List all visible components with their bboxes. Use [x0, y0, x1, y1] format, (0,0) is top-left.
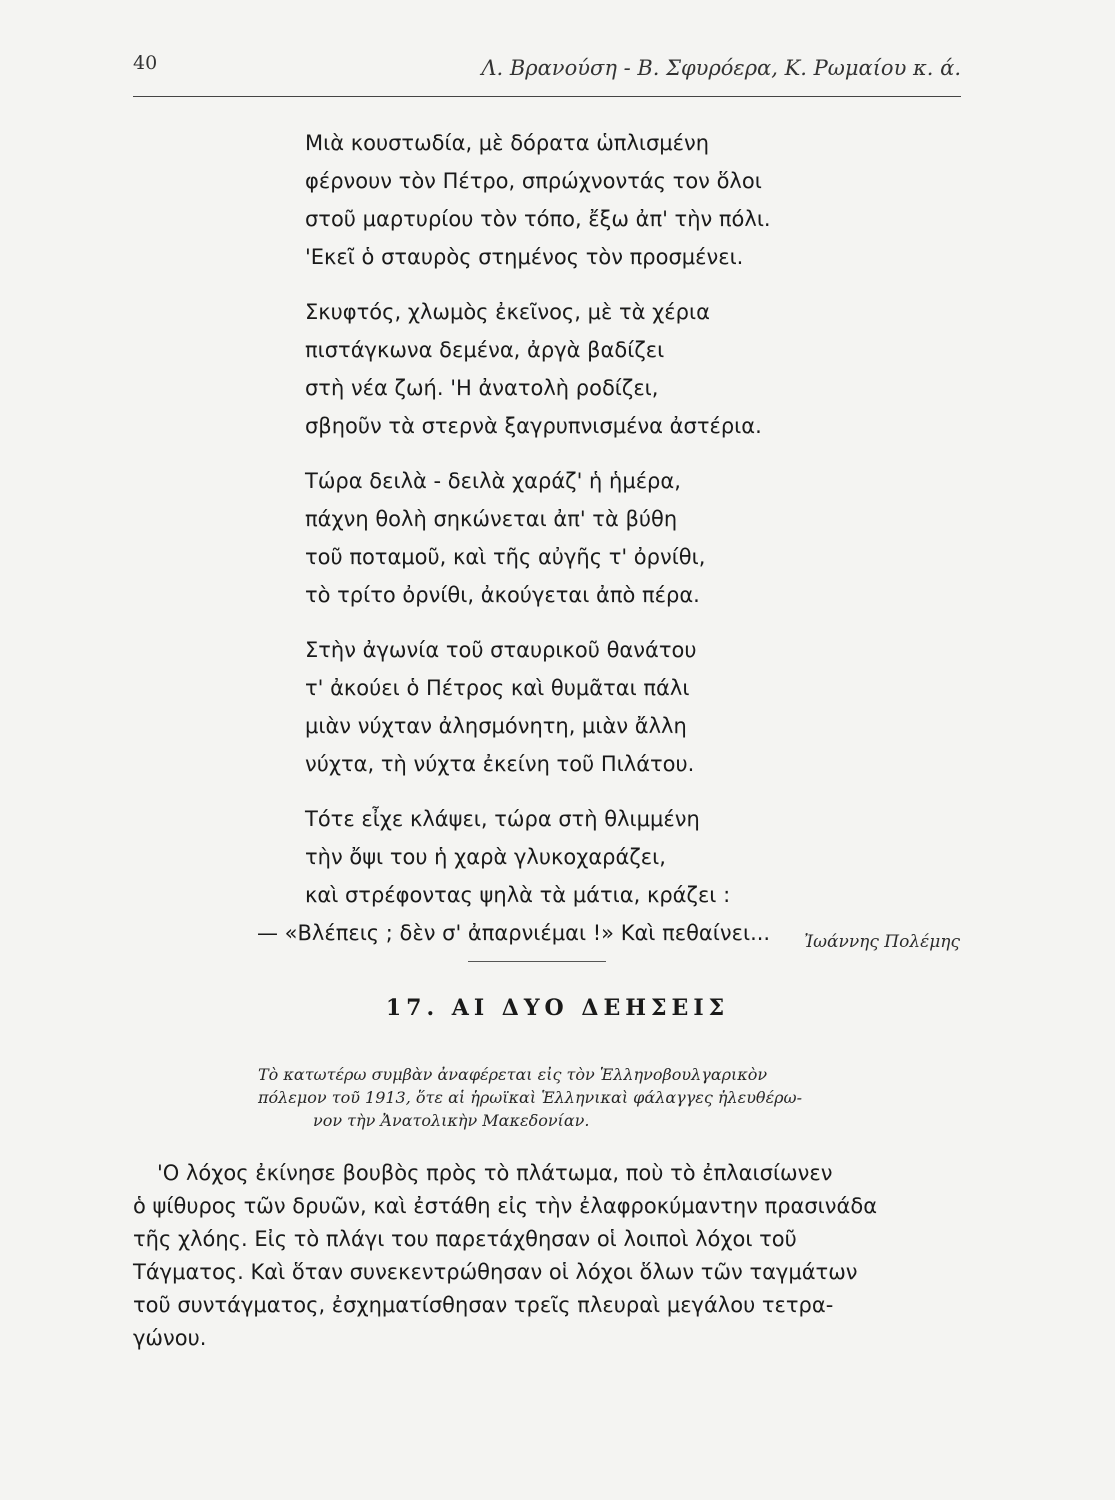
- prose-line: Τάγματος. Καὶ ὅταν συνεκεντρώθησαν οἱ λόχοι ὅλων τῶν ταγμάτων: [133, 1260, 858, 1284]
- introductory-note: [258, 1063, 958, 1132]
- note-line: Τὸ κατωτέρω συμβὰν ἀναφέρεται εἰς τὸν Ἑλληνοβουλγαρικὸν: [258, 1065, 768, 1084]
- page-number: 40: [133, 52, 158, 74]
- verse-line: πάχνη θολὴ σηκώνεται ἀπ' τὰ βύθη: [305, 507, 678, 531]
- verse-line: πιστάγκωνα δεμένα, ἀργὰ βαδίζει: [305, 338, 665, 362]
- prose-line: τοῦ συντάγματος, ἐσχηματίσθησαν τρεῖς πλευραὶ μεγάλου τετρα-: [133, 1293, 834, 1317]
- verse-line: Τώρα δειλὰ - δειλὰ χαράζ' ἡ ἡμέρα,: [305, 469, 681, 493]
- verse-line: — «Βλέπεις ; δὲν σ' ἀπαρνιέμαι !» Καὶ πεθαίνει...: [257, 921, 771, 945]
- prose-paragraph: [133, 1157, 961, 1355]
- verse-line: τ' ἀκούει ὁ Πέτρος καὶ θυμᾶται πάλι: [305, 676, 690, 700]
- verse-line: στοῦ μαρτυρίου τὸν τόπο, ἔξω ἀπ' τὴν πόλι.: [305, 207, 771, 231]
- verse-line: σβηοῦν τὰ στερνὰ ξαγρυπνισμένα ἀστέρια.: [305, 414, 762, 438]
- note-line: πόλεμον τοῦ 1913, ὅτε αἱ ἡρωϊκαὶ Ἑλληνικαὶ φάλαγγες ἠλευθέρω-: [258, 1088, 803, 1107]
- stanza: [305, 293, 905, 445]
- verse-line: τὸ τρίτο ὀρνίθι, ἀκούγεται ἀπὸ πέρα.: [305, 583, 700, 607]
- stanza: [305, 124, 905, 276]
- verse-line: στὴ νέα ζωή. 'Η ἀνατολὴ ροδίζει,: [305, 376, 659, 400]
- section-divider: [468, 961, 606, 962]
- verse-line: Στὴν ἀγωνία τοῦ σταυρικοῦ θανάτου: [305, 638, 697, 662]
- prose-line: γώνου.: [133, 1326, 207, 1350]
- verse-line: Σκυφτός, χλωμὸς ἐκεῖνος, μὲ τὰ χέρια: [305, 300, 710, 324]
- note-line: νον τὴν Ἀνατολικὴν Μακεδονίαν.: [313, 1111, 590, 1130]
- prose-line: 'Ο λόχος ἐκίνησε βουβὸς πρὸς τὸ πλάτωμα, ποὺ τὸ ἐπλαισίωνεν: [157, 1161, 833, 1185]
- poem: [257, 124, 905, 969]
- verse-line: τὴν ὄψι του ἡ χαρὰ γλυκοχαράζει,: [305, 845, 666, 869]
- verse-line: νύχτα, τὴ νύχτα ἐκείνη τοῦ Πιλάτου.: [305, 752, 695, 776]
- verse-line: 'Εκεῖ ὁ σταυρὸς στημένος τὸν προσμένει.: [305, 245, 744, 269]
- running-header: [133, 50, 961, 97]
- stanza: [305, 462, 905, 614]
- verse-line: Μιὰ κουστωδία, μὲ δόρατα ὡπλισμένη: [305, 131, 710, 155]
- verse-line: μιὰν νύχταν ἀλησμόνητη, μιὰν ἄλλη: [305, 714, 687, 738]
- verse-line: τοῦ ποταμοῦ, καὶ τῆς αὐγῆς τ' ὀρνίθι,: [305, 545, 706, 569]
- verse-line: φέρνουν τὸν Πέτρο, σπρώχνοντάς τον ὅλοι: [305, 169, 762, 193]
- section-heading: 17. ΑΙ ΔΥΟ ΔΕΗΣΕΙΣ: [385, 995, 730, 1021]
- verse-line: καὶ στρέφοντας ψηλὰ τὰ μάτια, κράζει :: [305, 883, 731, 907]
- running-title: Λ. Βρανούση - Β. Σφυρόερα, Κ. Ρωμαίου κ. ά.: [481, 56, 961, 80]
- verse-line: Τότε εἶχε κλάψει, τώρα στὴ θλιμμένη: [305, 807, 700, 831]
- stanza: [257, 800, 905, 952]
- prose-line: ὁ ψίθυρος τῶν δρυῶν, καὶ ἐστάθη εἰς τὴν ἐλαφροκύμαντην πρασινάδα: [133, 1194, 878, 1218]
- poem-author-signature: Ἰωάννης Πολέμης: [804, 932, 960, 952]
- prose-line: τῆς χλόης. Εἰς τὸ πλάγι του παρετάχθησαν οἱ λοιποὶ λόχοι τοῦ: [133, 1227, 797, 1251]
- stanza: [305, 631, 905, 783]
